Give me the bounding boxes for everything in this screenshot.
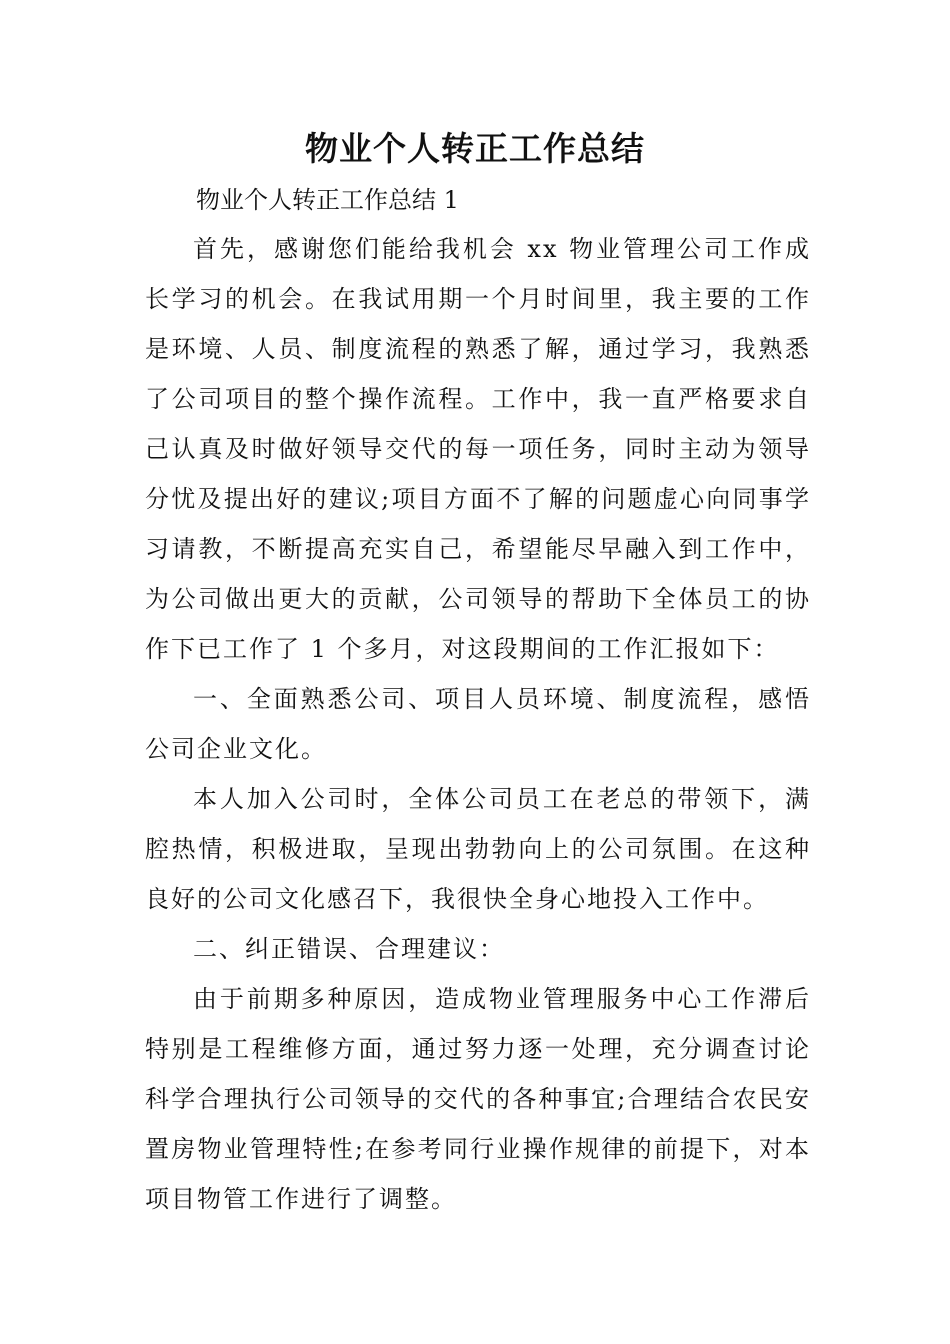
paragraph-adjustment: 由于前期多种原因，造成物业管理服务中心工作滞后特别是工程维修方面，通过努力逐一处理，充分调查讨论科学合理执行公司领导的交代的各种事宜;合理结合农民安置房物业管理特性;在参考同行业操作规律的前提下，对本项目物管工作进行了调整。 xyxy=(145,985,811,1213)
document-subtitle: 物业个人转正工作总结 1 xyxy=(196,186,459,214)
paragraph-section-one-heading: 一、全面熟悉公司、项目人员环境、制度流程，感悟公司企业文化。 xyxy=(145,685,811,763)
paragraph-culture: 本人加入公司时，全体公司员工在老总的带领下，满腔热情，积极进取，呈现出勃勃向上的公司氛围。在这种良好的公司文化感召下，我很快全身心地投入工作中。 xyxy=(145,785,811,913)
paragraph-section-two-heading: 二、纠正错误、合理建议： xyxy=(193,935,505,963)
document-title: 物业个人转正工作总结 xyxy=(305,129,645,168)
paragraph-intro: 首先，感谢您们能给我机会 xx 物业管理公司工作成长学习的机会。在我试用期一个月时间里，我主要的工作是环境、人员、制度流程的熟悉了解，通过学习，我熟悉了公司项目的整个操作流程。工作中，我一直严格要求自己认真及时做好领导交代的每一项任务，同时主动为领导分忧及提出好的建议;项目方面不了解的问题虚心向同事学习请教，不断提高充实自己，希望能尽早融入到工作中，为公司做出更大的贡献，公司领导的帮助下全体员工的协作下已工作了 1 个多月，对这段期间的工作汇报如下： xyxy=(145,235,811,663)
